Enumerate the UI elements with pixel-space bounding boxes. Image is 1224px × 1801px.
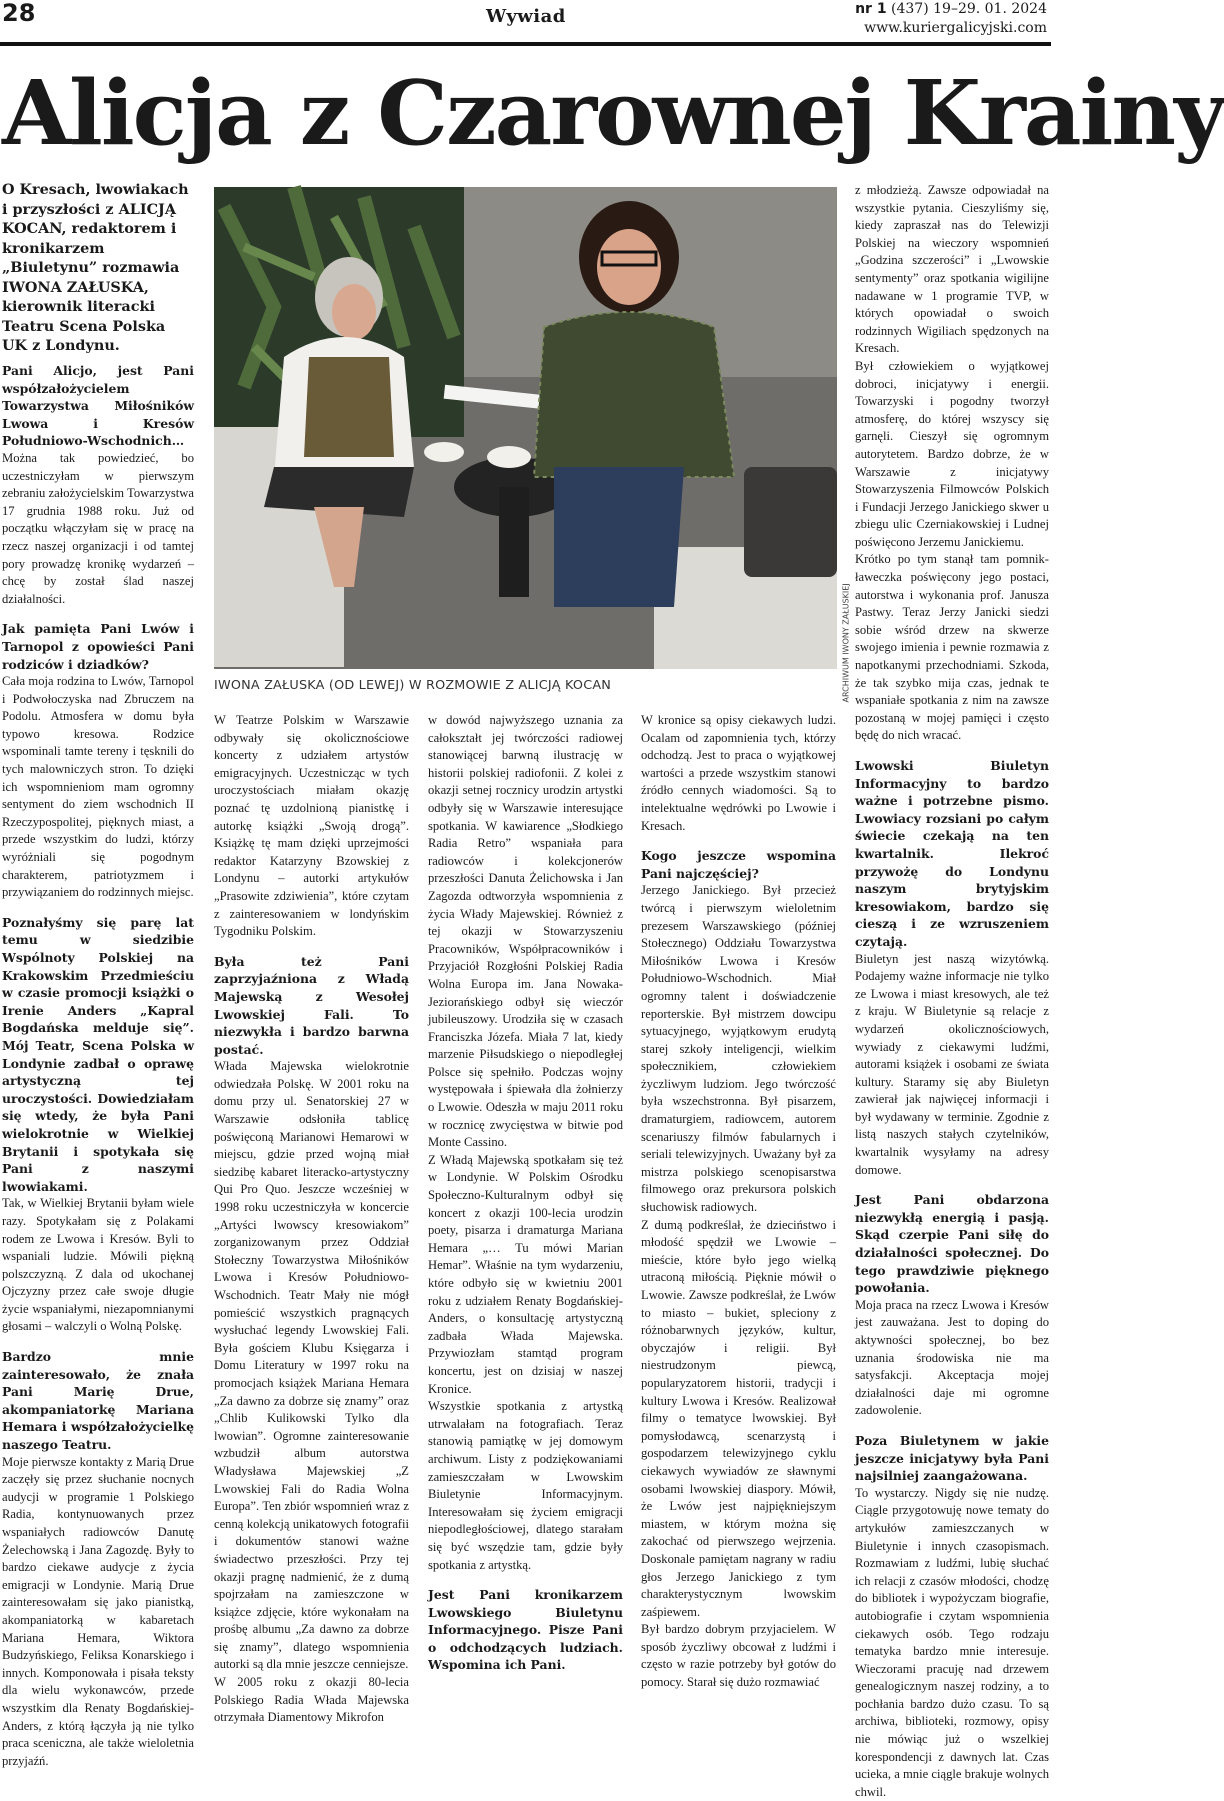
page-number: 28 [2, 0, 36, 27]
interview-photo [214, 187, 837, 669]
question: Jest Pani kronikarzem Lwowskiego Biuletynu Informacyjnego. Pisze Pani o odchodzących ludziach. Wspomina ich Pani. [428, 1587, 623, 1673]
article-lead: O Kresach, lwowiakach i przyszłości z ALICJĄ KOCAN, redaktorem i kronikarzem „Biuletynu” rozmawia IWONA ZAŁUSKA, kierownik literacki Teatru Scena Polska UK z Londynu. [2, 181, 189, 354]
answer: Włada Majewska wielokrotnie odwiedzała Polskę. W 2001 roku na domu przy ul. Senatorskiej 27 w Warszawie odsłoniła tablicę poświęconą Marianowi Hemarowi w miejscu, gdzie przed wojną miał siedzibę kabaret literacko-artystyczny Qui Pro Quo. Jeszcze wcześniej w 1998 roku uczestniczyła w koncercie „Artyści lwowscy kresowiakom” zorganizowanym przez Oddział Stołeczny Towarzystwa Miłośników Lwowa i Kresów Południowo-Wschodnich. Teatr Mały nie mógł pomieścić wszystkich pragnących wysłuchać legendy Lwowskiej Fali. Była gościem Klubu Księgarza i Domu Literatury w 1997 roku na promocjach książek Mariana Hemara „Za dawno za dobrze się znamy” oraz „Chlib Kulikowski Tylko dla lwowian”. Ogromne zainteresowanie wzbudził album autorstwa Władysława Majewskiej „Z Lwowskiej Fali do Radia Wolna Europa”. Ten zbiór wspomnień wraz z cenną kolekcją unikatowych fotografii i dokumentów stanowi ważne świadectwo przeszłości. Przy tej okazji pragnę nadmienić, że z dumą spojrzałam na zamieszczone w książce zdjęcie, które wykonałam na prośbę albumu „Za dawno za dobrze się znamy”, dlatego wspomnienia autorki są dla mnie jeszcze cenniejsze. [214, 1059, 409, 1672]
text-column-3 [428, 712, 623, 1674]
answer: Krótko po tym stanął tam pomnik-ławeczka poświęcony jego postaci, autorstwa i wykonania prof. Janusza Pastwy. Teraz Jerzy Janicki siedzi sobie wśród drzew na skwerze swojego imienia i pewnie rozmawia z napotkanymi przechodniami. Szkoda, że tak szybko mija czas, jednak te wspaniałe spotkania z nim na zawsze pozostaną w mojej pamięci i często będę do nich wracać. [855, 552, 1049, 743]
question: Bardzo mnie zainteresowało, że znała Pani Marię Drue, akompaniatorkę Mariana Hemara i współzałożycielkę naszego Teatru. [2, 1349, 194, 1453]
question: Pani Alicjo, jest Pani współzałożycielem Towarzystwa Miłośników Lwowa i Kresów Południowo-Wschodnich… [2, 363, 194, 449]
question: Jak pamięta Pani Lwów i Tarnopol z opowieści Pani rodziców i dziadków? [2, 621, 194, 672]
photo-credit: ARCHIWUM IWONY ZAŁUSKIEJ [841, 583, 851, 703]
question: Jest Pani obdarzona niezwykłą energią i pasją. Skąd czerpie Pani siłę do działalności społecznej. Do tego prawdziwie pięknego powołania. [855, 1192, 1049, 1296]
answer: Z Władą Majewską spotkałam się też w Londynie. W Polskim Ośrodku Społeczno-Kulturalnym odbył się koncert z okazji 100-lecia urodzin poety, pisarza i dramaturga Mariana Hemara „… Tu mówi Marian Hemar”. Właśnie na tym wydarzeniu, które odbyło się w kwietniu 2001 roku z udziałem Renaty Bogdańskiej-Anders, o konsultację artystyczną zadbała Włada Majewska. Przywiozłam stamtąd program koncertu, jest on dzisiaj w naszej Kronice. [428, 1152, 623, 1396]
issue-info [855, 0, 1047, 38]
question: Lwowski Biuletyn Informacyjny to bardzo ważne i potrzebne pismo. Lwowiacy rozsiani po całym świecie czekają na ten kwartalnik. Ilekroć przywożę do Londynu naszym brytyjskim kresowiakom, bardzo się cieszą i ze wzruszeniem czytają. [855, 758, 1049, 949]
text-column-4 [641, 712, 836, 1692]
text-column-1 [2, 362, 194, 1770]
section-title: Wywiad [486, 6, 566, 27]
answer: W Teatrze Polskim w Warszawie odbywały się okolicznościowe koncerty z udziałem artystów emigracyjnych. Uczestnicząc w tych uroczystościach miałam okazję poznać tę uzdolnioną pianistkę i autorkę książki „Swoją drogą”. Książkę tę mam dzięki uprzejmości redaktor Katarzyny Bzowskiej z Londynu – autorki artykułów „Prasowite zdziwienia”, które czytam z zainteresowaniem w londyńskim Tygodniku Polskim. [214, 713, 409, 939]
issue-number: nr 1 [855, 1, 887, 17]
answer: z młodzieżą. Zawsze odpowiadał na wszystkie pytania. Cieszyliśmy się, kiedy zapraszał nas do Telewizji Polskiej na wieczory wspomnień „Godzina szczerości” i „Lwowskie sentymenty” oraz spotkania wigilijne nadawane w 1 programie TVP, w których opowiadał o swoich rodzinnych Wigiliach spędzonych na Kresach. [855, 183, 1049, 356]
answer: Jerzego Janickiego. Był przecież twórcą i pierwszym wieloletnim prezesem Warszawskiego (później Stołecznego) Oddziału Towarzystwa Miłośników Lwowa i Kresów Południowo-Wschodnich. Miał ogromny talent i doświadczenie reporterskie. Był mistrzem dowcipu sytuacyjnego, wyjątkowym erudytą starej szkoły inteligencji, wielkim społecznikiem, człowiekiem życzliwym ludziom. Jego twórczość była wszechstronna. Był pisarzem, dramaturgiem, radiowcem, autorem scenariuszy filmów fabularnych i seriali telewizyjnych. Uważany był za mistrza polskiego scenopisarstwa filmowego oraz prekursora polskich słuchowisk radiowych. [641, 883, 836, 1215]
header-rule [0, 42, 1051, 46]
page-header [0, 0, 1051, 48]
article-headline: Alicja z Czarownej Krainy [2, 60, 1224, 165]
answer: Z dumą podkreślał, że dzieciństwo i młodość spędził we Lwowie – mieście, które było jego wielką utraconą miłością. Pięknie mówił o Lwowie. Zawsze podkreślał, że Lwów to miasto – bukiet, spleciony z różnobarwnych języków, kultur, obyczajów i religii. Był niestrudzonym piewcą, popularyzatorem historii, tradycji i kultury Lwowa i Kresów. Realizował filmy o tematyce lwowskiej. Był pomysłodawcą, scenarzystą i gospodarzem telewizyjnego cyklu ciekawych wywiadów ze sławnymi osobami lwowskiej diaspory. Mówił, że Lwów jest najpiękniejszym miastem, w którym można się zakochać od pierwszego wejrzenia. Doskonale pamiętam nagrany w radiu głos Jerzego Janickiego z tym charakterystycznym lwowskim zaśpiewem. [641, 1217, 836, 1619]
answer: Biuletyn jest naszą wizytówką. Podajemy ważne informacje nie tylko ze Lwowa i miast kresowych, ale też z kraju. W Biuletynie są relacje z wydarzeń okolicznościowych, wywiady z ciekawymi ludźmi, autorami książek i osobami ze świata kultury. Staramy się aby Biuletyn zawierał jak najwięcej informacji i był wydawany w terminie. Zgodnie z listą naszych stałych czytelników, kwartalnik wysyłamy na adresy domowe. [855, 951, 1049, 1177]
issue-dates: (437) 19–29. 01. 2024 [886, 1, 1047, 17]
answer: Był człowiekiem o wyjątkowej dobroci, inicjatywy i energii. Towarzyski i pogodny tworzył atmosferę, do której wszyscy się garnęli. Cieszył się ogromnym autorytetem. Bardzo dobrze, że w Warszawie z inicjatywy Stowarzyszenia Filmowców Polskich i Fundacji Jerzego Janickiego skwer u zbiegu ulic Czerniakowskiej i Ludnej poświęcono Jerzemu Janickiemu. [855, 358, 1049, 549]
photo-caption: IWONA ZAŁUSKA (OD LEWEJ) W ROZMOWIE Z ALICJĄ KOCAN [214, 678, 612, 693]
text-column-5 [855, 182, 1049, 1801]
answer: Wszystkie spotkania z artystką utrwalałam na fotografiach. Teraz stanowią pamiątkę w jej domowym archiwum. Listy z podziękowaniami zamieszczałam w Lwowskim Biuletynie Informacyjnym. Interesowałam się życiem emigracji niepodległościowej, dlatego starałam się być wszędzie tam, gdzie były spotkania z artystką. [428, 1399, 623, 1572]
answer: w dowód najwyższego uznania za całokształt jej twórczości radiowej stanowiącej barwną ilustrację w historii polskiej radiofonii. Z kolei z okazji setnej rocznicy urodzin artystki odbyły się w Warszawie interesujące spotkania. W kawiarence „Słodkiego Radia Retro” wspaniała para radiowców i kolekcjonerów przeszłości Danuta Żelichowska i Jan Zagozda odtworzyła wspomnienia z życia Włady Majewskiej. Również z tej okazji w Stowarzyszeniu Pracowników, Współpracowników i Przyjaciół Rozgłośni Polskiej Radia Wolna Europa im. Jana Nowaka-Jeziorańskiego odbył się wieczór jubileuszowy. Urodziła się w czasach Franciszka Józefa. Miała 7 lat, kiedy marzenie Piłsudskiego o niepodległej Polsce się spełniło. Podczas wojny występowała i śpiewała dla żołnierzy o Lwowie. Odeszła w maju 2011 roku w rocznicę zwycięstwa w bitwie pod Monte Cassino. [428, 713, 623, 1150]
answer: Można tak powiedzieć, bo uczestniczyłam w pierwszym zebraniu założycielskim Towarzystwa 17 grudnia 1988 roku. Już od początku włączyłam się w pracę na rzecz naszej organizacji i od tamtej pory prowadzę kronikę wydarzeń – chcę by został ślad naszej działalności. [2, 450, 194, 606]
answer: W 2005 roku z okazji 80-lecia Polskiego Radia Włada Majewska otrzymała Diamentowy Mikrofon [214, 1675, 409, 1725]
answer: To wystarczy. Nigdy się nie nudzę. Ciągle przygotowuję nowe tematy do artykułów zamieszczanych w Biuletynie i innych czasopismach. Rozmawiam z ludźmi, lubię słuchać ich relacji z czasów młodości, chodzę do bibliotek i wypożyczam biografie, autobiografie i czytam wspomnienia ciekawych osób. Tego rodzaju tematyka bardzo mnie interesuje. Wieczorami pracuję nad drzewem genealogicznym naszej rodziny, a to pochłania bardzo dużo czasu. To są archiwa, biblioteki, rozmowy, opisy nie mówiąc już o wszelkiej korespondencji z dawnych lat. Czas ucieka, a mnie ciągle brakuje wolnych chwil. [855, 1485, 1049, 1799]
answer: Cała moja rodzina to Lwów, Tarnopol i Podwołoczyska nad Zbruczem na Podolu. Atmosfera w domu była typowo kresowa. Rodzice wspominali tamte tereny i tęsknili do tych malowniczych stron. To dzięki ich wspomnieniom mam ogromny sentyment do ziem wschodnich II Rzeczypospolitej, pięknych miast, a przede wszystkim do ludzi, którzy wyróżniali się pogodnym charakterem, patriotyzmem i przywiązaniem do rodzinnych miejsc. [2, 674, 194, 900]
answer: Był bardzo dobrym przyjacielem. W sposób życzliwy obcował z ludźmi i często w razie potrzeby był gotów do pomocy. Starał się dużo rozmawiać [641, 1622, 836, 1690]
question: Poza Biuletynem w jakie jeszcze inicjatywy była Pani najsilniej zaangażowana. [855, 1432, 1049, 1484]
photo-illustration [214, 187, 837, 669]
question: Kogo jeszcze wspomina Pani najczęściej? [641, 848, 836, 881]
text-column-2 [214, 712, 409, 1727]
question: Była też Pani zaprzyjaźniona z Władą Majewską z Wesołej Lwowskiej Fali. To niezwykła i bardzo barwna postać. [214, 953, 409, 1057]
answer: Moja praca na rzecz Lwowa i Kresów jest zauważana. Jest to doping do aktywności społecznej, bo bez uznania środowiska nie ma satysfakcji. Akceptacja mojej działalności daje mi ogromne zadowolenie. [855, 1297, 1049, 1418]
answer: Tak, w Wielkiej Brytanii byłam wiele razy. Spotykałam się z Polakami rodem ze Lwowa i Kresów. Byli to wspaniali ludzie. Mówili piękną polszczyzną. Z dala od ukochanej Ojczyzny przez całe swoje długie życie wspaniałymi, niezapomnianymi głosami – walczyli o Wolną Polskę. [2, 1196, 194, 1334]
answer: W kronice są opisy ciekawych ludzi. Ocalam od zapomnienia tych, którzy odchodzą. Jest to praca o wyjątkowej wartości a przede wszystkim stanowi źródło cennych wiadomości. Są to intelektualne wędrówki po Lwowie i Kresach. [641, 713, 836, 833]
website-url[interactable]: www.kuriergalicyjski.com [864, 20, 1047, 36]
answer: Moje pierwsze kontakty z Marią Drue zaczęły się przez słuchanie nocnych audycji w programie 1 Polskiego Radia, kontynuowanych przez wspaniałych radiowców Danutę Żelechowską i Jana Zagozdę. Były to bardzo ciekawe audycje z życia emigracji w Londynie. Marią Drue zainteresowałam się jako pianistką, akompaniatorką w kabaretach Mariana Hemara, Wiktora Budzyńskiego, Feliksa Konarskiego i innych. Komponowała i pisała teksty dla wielu wykonawców, przede wszystkim dla Renaty Bogdańskiej-Anders, z którą łączyła ją nie tylko praca sceniczna, ale także wieloletnia przyjaźń. [2, 1454, 194, 1768]
question: Poznałyśmy się parę lat temu w siedzibie Wspólnoty Polskiej na Krakowskim Przedmieściu w czasie promocji książki o Irenie Anders „Kapral Bogdańska melduje się”. Mój Teatr, Scena Polska w Londynie zadbał o oprawę artystyczną tej uroczystości. Dowiedziałam się wtedy, że była Pani wielokrotnie w Wielkiej Brytanii i spotykała się Pani z naszymi lwowiakami. [2, 914, 194, 1194]
